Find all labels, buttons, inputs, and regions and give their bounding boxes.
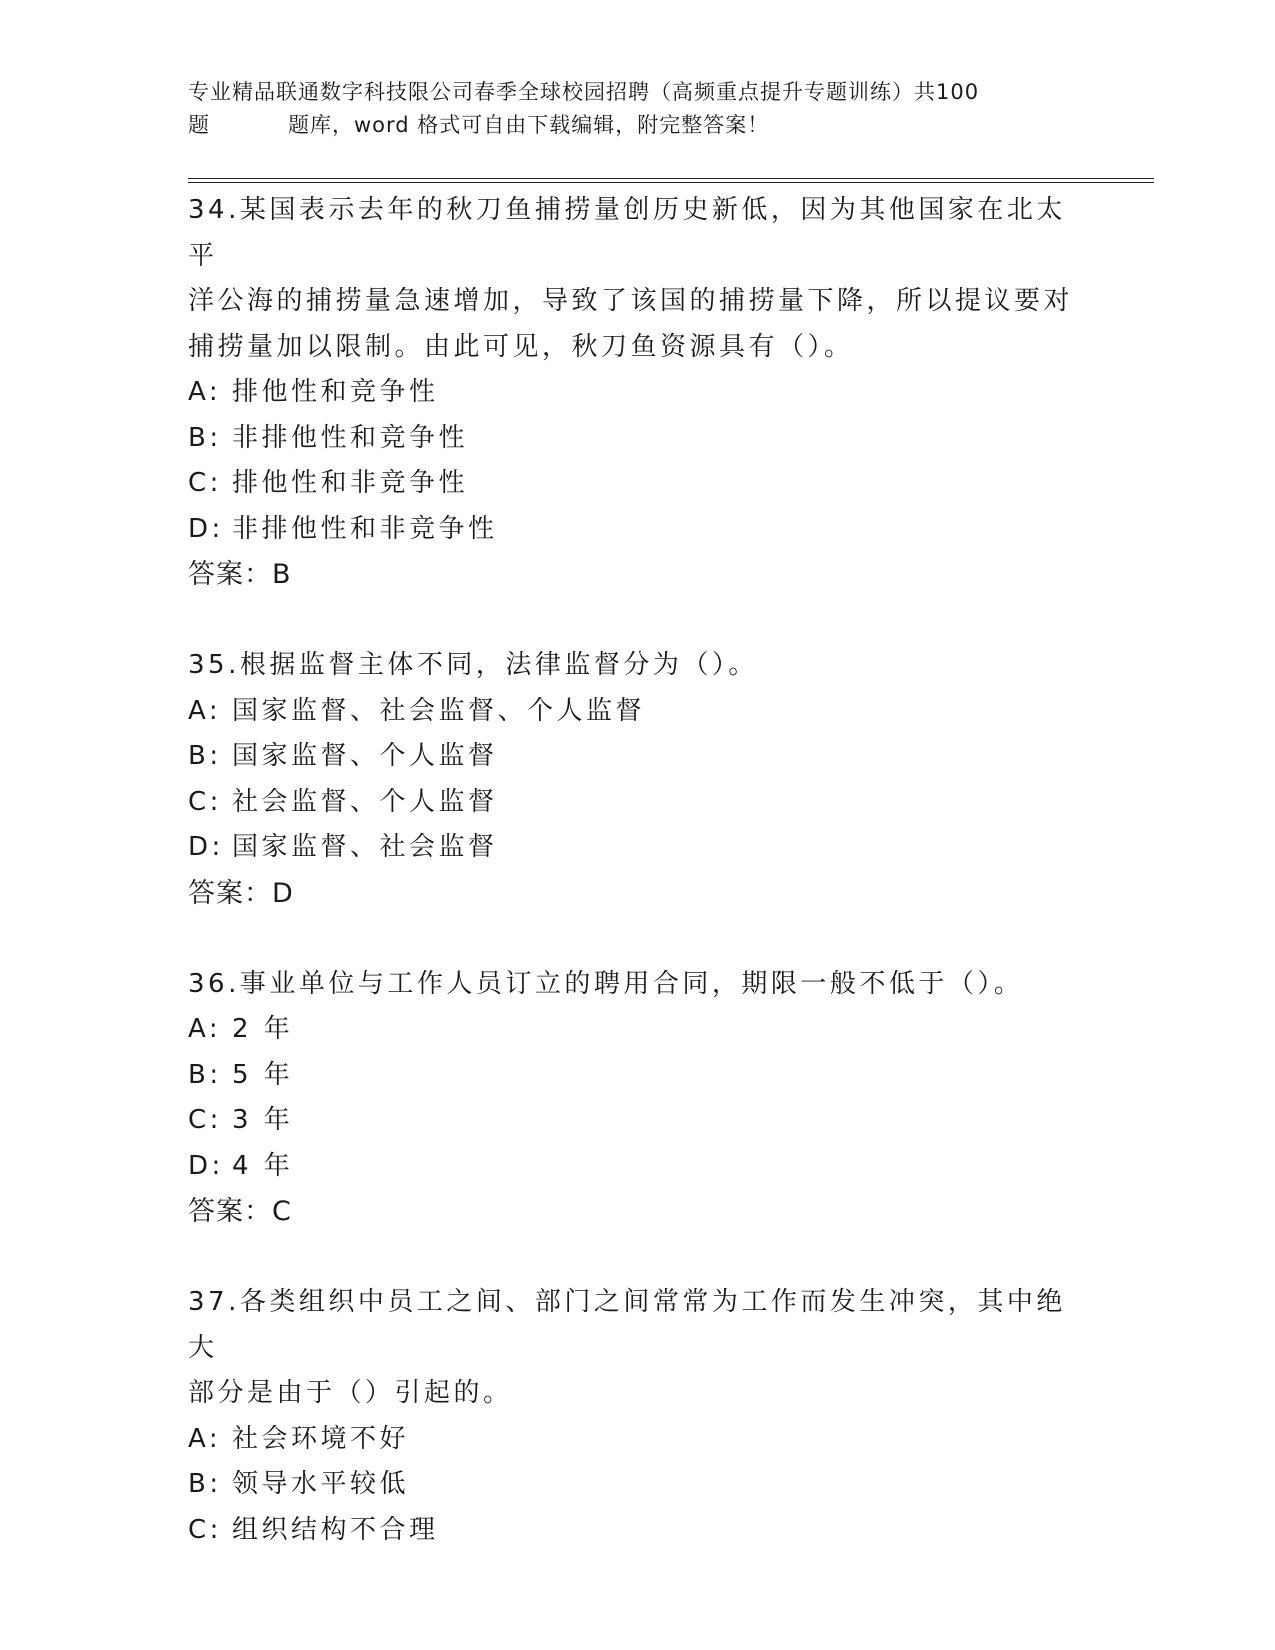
question-list <box>188 188 1088 1553</box>
header-line-2 <box>188 109 1088 142</box>
option-text: 国家监督、社会监督 <box>232 832 498 862</box>
option-text: 国家监督、社会监督、个人监督 <box>232 695 646 726</box>
option-letter: C: <box>188 1514 222 1545</box>
option-letter: A: <box>188 695 222 726</box>
answer-line: 答案：D <box>188 877 294 909</box>
spacer <box>188 916 1088 962</box>
option-text: 3 年 <box>232 1105 294 1135</box>
option-a <box>188 1007 1088 1053</box>
option-text: 国家监督、个人监督 <box>232 741 498 771</box>
question-37 <box>188 1280 1088 1553</box>
option-letter: B: <box>188 422 222 453</box>
question-text: 37.各类组织中员工之间、部门之间常常为工作而发生冲突，其中绝大 部分是由于（）引起的。 <box>188 1287 1066 1408</box>
header-line-1: 专业精品联通数字科技限公司春季全球校园招聘（高频重点提升专题训练）共100 <box>188 80 980 104</box>
option-c <box>188 780 1088 826</box>
option-d <box>188 1144 1088 1190</box>
question-text: 36.事业单位与工作人员订立的聘用合同，期限一般不低于（）。 <box>188 968 1024 999</box>
header-divider-bottom <box>188 182 1154 183</box>
option-letter: D: <box>188 832 224 862</box>
header-line-2-col-2: 题库，word 格式可自由下载编辑，附完整答案！ <box>288 113 770 137</box>
answer-line: 答案：C <box>188 1196 292 1227</box>
option-d <box>188 825 1088 871</box>
option-a <box>188 689 1088 735</box>
option-letter: A: <box>188 1014 222 1044</box>
option-b <box>188 416 1088 462</box>
question-text: 34.某国表示去年的秋刀鱼捕捞量创历史新低，因为其他国家在北太平 洋公海的捕捞量急速增加，导致了该国的捕捞量下降，所以提议要对 捕捞量加以限制。由此可见，秋刀鱼资源具有（）。 <box>188 195 1074 362</box>
spacer <box>188 1235 1088 1281</box>
option-letter: D: <box>188 513 224 544</box>
option-text: 非排他性和非竞争性 <box>232 513 498 544</box>
option-letter: B: <box>188 741 222 771</box>
option-a <box>188 370 1088 416</box>
option-text: 排他性和竞争性 <box>232 377 439 407</box>
option-letter: D: <box>188 1150 224 1181</box>
option-letter: C: <box>188 1105 222 1135</box>
option-c <box>188 461 1088 507</box>
option-letter: B: <box>188 1469 222 1499</box>
option-letter: A: <box>188 1423 222 1454</box>
option-letter: C: <box>188 786 222 817</box>
option-c <box>188 1508 1088 1554</box>
option-letter: B: <box>188 1059 222 1090</box>
option-text: 非排他性和竞争性 <box>232 422 469 453</box>
spacer <box>188 598 1088 644</box>
header-line-2-col-1: 题 <box>188 113 210 137</box>
option-d <box>188 507 1088 553</box>
option-c <box>188 1098 1088 1144</box>
answer-line: 答案：B <box>188 559 292 590</box>
option-a <box>188 1417 1088 1463</box>
option-text: 2 年 <box>232 1014 294 1044</box>
question-text: 35.根据监督主体不同，法律监督分为（）。 <box>188 650 758 680</box>
option-letter: C: <box>188 468 222 498</box>
document-header <box>188 76 1088 142</box>
question-35 <box>188 643 1088 916</box>
option-text: 社会环境不好 <box>232 1423 410 1454</box>
option-b <box>188 734 1088 780</box>
question-34 <box>188 188 1088 598</box>
option-b <box>188 1462 1088 1508</box>
option-text: 社会监督、个人监督 <box>232 786 498 817</box>
option-text: 4 年 <box>232 1150 294 1181</box>
question-36 <box>188 962 1088 1235</box>
option-b <box>188 1053 1088 1099</box>
option-text: 组织结构不合理 <box>232 1514 439 1545</box>
option-text: 排他性和非竞争性 <box>232 468 469 498</box>
option-letter: A: <box>188 377 222 407</box>
header-divider-top <box>188 178 1154 179</box>
option-text: 领导水平较低 <box>232 1469 410 1499</box>
option-text: 5 年 <box>232 1059 294 1090</box>
